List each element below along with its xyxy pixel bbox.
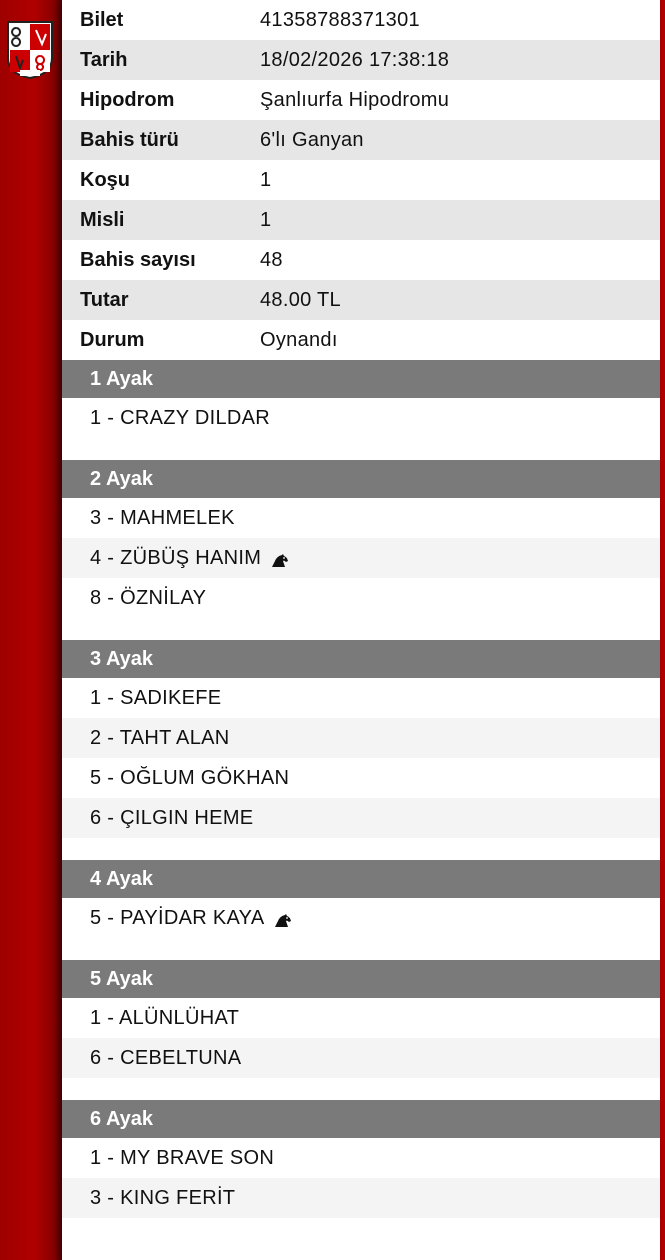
ticket-row-label: Bahis sayısı: [80, 248, 196, 271]
horse-name: 1 - CRAZY DILDAR: [90, 406, 271, 429]
leg-header: 5 Ayak: [62, 960, 660, 998]
leg-section: [62, 960, 660, 1100]
horse-row: [62, 538, 660, 578]
ticket-row-label: Bilet: [80, 8, 124, 31]
leg-spacer: [62, 1078, 660, 1100]
ticket-row: [62, 120, 660, 160]
horse-row: [62, 998, 660, 1038]
leg-spacer: [62, 618, 660, 640]
ticket-row-value: 18/02/2026 17:38:18: [260, 48, 450, 71]
leg-spacer: [62, 438, 660, 460]
horse-row: [62, 798, 660, 838]
leg-section: [62, 640, 660, 860]
sidebar: [0, 0, 62, 1260]
ticket-row: [62, 0, 660, 40]
horse-row: [62, 1038, 660, 1078]
horse-name: 1 - SADIKEFE: [90, 686, 222, 709]
horse-row: [62, 578, 660, 618]
horse-row: [62, 898, 660, 938]
ticket-row-value: Oynandı: [260, 328, 338, 351]
ticket-row-value: 6'lı Ganyan: [260, 128, 364, 151]
ticket-info: [62, 0, 660, 360]
horse-row: [62, 1138, 660, 1178]
ticket-row: [62, 320, 660, 360]
horse-name: 5 - OĞLUM GÖKHAN: [90, 766, 290, 789]
leg-header: 6 Ayak: [62, 1100, 660, 1138]
leg-header: 1 Ayak: [62, 360, 660, 398]
leg-header: 3 Ayak: [62, 640, 660, 678]
ticket-row-label: Tarih: [80, 48, 128, 71]
ticket-row: [62, 280, 660, 320]
horse-head-icon: [271, 551, 289, 565]
horse-row: [62, 718, 660, 758]
right-border: [660, 0, 665, 1260]
ticket-row-label: Hipodrom: [80, 88, 175, 111]
ticket-row: [62, 240, 660, 280]
ticket-detail: [62, 0, 660, 1260]
leg-section: [62, 360, 660, 460]
leg-spacer: [62, 838, 660, 860]
horse-row: [62, 1178, 660, 1218]
ticket-row-label: Durum: [80, 328, 145, 351]
ticket-row: [62, 80, 660, 120]
club-logo-icon: [6, 20, 54, 80]
horse-name: 6 - CEBELTUNA: [90, 1046, 242, 1069]
horse-row: [62, 678, 660, 718]
legs-list: [62, 360, 660, 1240]
ticket-row-value: 48: [260, 248, 283, 271]
ticket-row-value: 1: [260, 208, 272, 231]
ticket-row: [62, 200, 660, 240]
ticket-row: [62, 160, 660, 200]
leg-header: 2 Ayak: [62, 460, 660, 498]
leg-section: [62, 1100, 660, 1240]
ticket-row-value: 41358788371301: [260, 8, 420, 31]
leg-section: [62, 460, 660, 640]
horse-row: [62, 758, 660, 798]
ticket-row-value: 48.00 TL: [260, 288, 341, 311]
horse-name: 1 - MY BRAVE SON: [90, 1146, 275, 1169]
horse-name: 1 - ALÜNLÜHAT: [90, 1006, 240, 1029]
ticket-row-value: 1: [260, 168, 272, 191]
horse-name: 3 - KING FERİT: [90, 1186, 236, 1209]
leg-header: 4 Ayak: [62, 860, 660, 898]
horse-name: 4 - ZÜBÜŞ HANIM: [90, 546, 262, 569]
ticket-row: [62, 40, 660, 80]
ticket-row-label: Koşu: [80, 168, 130, 191]
horse-name: 6 - ÇILGIN HEME: [90, 806, 254, 829]
horse-head-icon: [274, 911, 292, 925]
leg-spacer: [62, 1218, 660, 1240]
ticket-row-label: Bahis türü: [80, 128, 179, 151]
horse-name: 5 - PAYİDAR KAYA: [90, 906, 265, 929]
ticket-row-value: Şanlıurfa Hipodromu: [260, 88, 450, 111]
horse-name: 2 - TAHT ALAN: [90, 726, 230, 749]
horse-name: 3 - MAHMELEK: [90, 506, 235, 529]
ticket-row-label: Misli: [80, 208, 125, 231]
ticket-row-label: Tutar: [80, 288, 129, 311]
horse-row: [62, 498, 660, 538]
horse-row: [62, 398, 660, 438]
leg-spacer: [62, 938, 660, 960]
leg-section: [62, 860, 660, 960]
horse-name: 8 - ÖZNİLAY: [90, 586, 207, 609]
